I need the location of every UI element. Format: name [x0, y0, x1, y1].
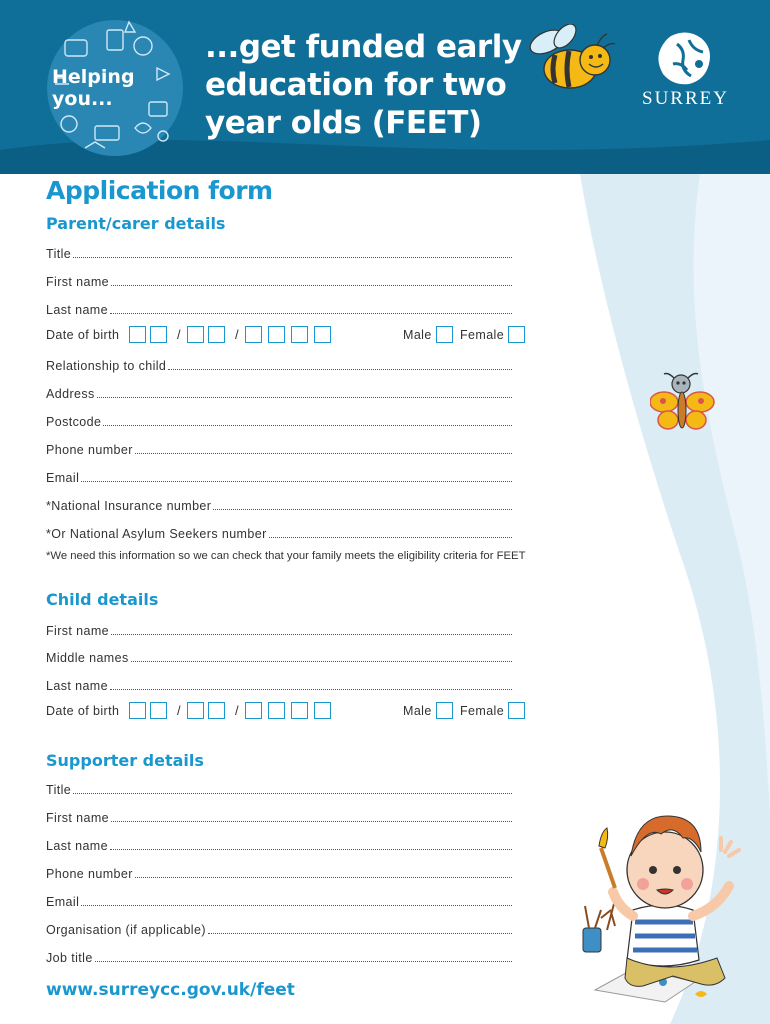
- relationship-line[interactable]: [168, 368, 512, 370]
- footer-website-link[interactable]: www.surreycc.gov.uk/feet: [46, 980, 295, 1000]
- child-female-label: Female: [460, 704, 505, 718]
- parent-dob-year-box-2[interactable]: [268, 326, 285, 343]
- parent-last-name-label: Last name: [46, 303, 108, 317]
- supporter-title-field[interactable]: [46, 779, 512, 797]
- supporter-last-name-line[interactable]: [110, 848, 512, 850]
- relationship-label: Relationship to child: [46, 359, 167, 373]
- child-painting-illustration: [575, 790, 745, 1005]
- supporter-section-heading: Supporter details: [46, 751, 204, 770]
- child-male-checkbox[interactable]: [436, 702, 453, 719]
- parent-female-checkbox[interactable]: [508, 326, 525, 343]
- supporter-phone-label: Phone number: [46, 867, 133, 881]
- parent-phone-line[interactable]: [135, 452, 512, 454]
- child-dob-day-box-1[interactable]: [129, 702, 146, 719]
- supporter-title-label: Title: [46, 783, 72, 797]
- badge-text: [52, 66, 135, 110]
- child-middle-names-label: Middle names: [46, 651, 129, 665]
- supporter-last-name-label: Last name: [46, 839, 108, 853]
- child-dob-year-box-2[interactable]: [268, 702, 285, 719]
- job-title-label: Job title: [46, 951, 93, 965]
- parent-first-name-line[interactable]: [111, 284, 512, 286]
- nass-number-label: *Or National Asylum Seekers number: [46, 527, 267, 541]
- child-dob-year-box-3[interactable]: [291, 702, 308, 719]
- supporter-phone-line[interactable]: [135, 876, 512, 878]
- parent-title-label: Title: [46, 247, 72, 261]
- child-dob-year-box-4[interactable]: [314, 702, 331, 719]
- job-title-line[interactable]: [95, 960, 512, 962]
- supporter-first-name-field[interactable]: [46, 807, 512, 825]
- badge-line-2: you...: [52, 88, 113, 110]
- child-first-name-label: First name: [46, 624, 110, 638]
- child-dob-year-box-1[interactable]: [245, 702, 262, 719]
- child-first-name-line[interactable]: [111, 633, 512, 635]
- supporter-phone-field[interactable]: [46, 863, 512, 881]
- organisation-field[interactable]: [46, 919, 512, 937]
- parent-male-checkbox[interactable]: [436, 326, 453, 343]
- postcode-line[interactable]: [103, 424, 512, 426]
- parent-first-name-field[interactable]: [46, 271, 512, 289]
- parent-dob-label: Date of birth: [46, 328, 120, 342]
- supporter-email-field[interactable]: [46, 891, 512, 909]
- parent-dob-separator-1: /: [177, 327, 182, 342]
- supporter-first-name-label: First name: [46, 811, 110, 825]
- parent-dob-month-box-1[interactable]: [187, 326, 204, 343]
- parent-dob-year-box-3[interactable]: [291, 326, 308, 343]
- parent-title-field[interactable]: [46, 243, 512, 261]
- child-dob-label: Date of birth: [46, 704, 120, 718]
- job-title-field[interactable]: [46, 947, 512, 965]
- parent-dob-day-box-2[interactable]: [150, 326, 167, 343]
- child-dob-separator-2: /: [235, 703, 240, 718]
- parent-last-name-line[interactable]: [110, 312, 512, 314]
- surrey-logo-icon: [655, 30, 717, 86]
- badge-line-1: Helping: [52, 66, 135, 88]
- child-dob-day-box-2[interactable]: [150, 702, 167, 719]
- parent-dob-month-box-2[interactable]: [208, 326, 225, 343]
- page-title: [205, 28, 525, 142]
- parent-email-line[interactable]: [81, 480, 512, 482]
- postcode-field[interactable]: [46, 411, 512, 429]
- parent-dob-year-box-1[interactable]: [245, 326, 262, 343]
- parent-last-name-field[interactable]: [46, 299, 512, 317]
- parent-female-label: Female: [460, 328, 505, 342]
- child-last-name-line[interactable]: [110, 688, 512, 690]
- supporter-email-label: Email: [46, 895, 80, 909]
- parent-dob-row: [46, 326, 536, 346]
- child-dob-row: [46, 702, 536, 722]
- organisation-line[interactable]: [208, 932, 512, 934]
- supporter-title-line[interactable]: [73, 792, 512, 794]
- parent-title-line[interactable]: [73, 256, 512, 258]
- parent-dob-separator-2: /: [235, 327, 240, 342]
- parent-first-name-label: First name: [46, 275, 110, 289]
- supporter-email-line[interactable]: [81, 904, 512, 906]
- organisation-label: Organisation (if applicable): [46, 923, 206, 937]
- child-last-name-label: Last name: [46, 679, 108, 693]
- supporter-last-name-field[interactable]: [46, 835, 512, 853]
- parent-phone-label: Phone number: [46, 443, 133, 457]
- form-title: Application form: [46, 176, 273, 205]
- header-banner: [0, 0, 770, 174]
- child-female-checkbox[interactable]: [508, 702, 525, 719]
- parent-email-field[interactable]: [46, 467, 512, 485]
- child-dob-separator-1: /: [177, 703, 182, 718]
- child-section-heading: Child details: [46, 590, 159, 609]
- nass-number-line[interactable]: [269, 536, 512, 538]
- title-line-3: year olds (FEET): [205, 105, 482, 141]
- ni-number-label: *National Insurance number: [46, 499, 212, 513]
- title-line-1: ...get funded early: [205, 29, 522, 65]
- eligibility-note: *We need this information so we can check that your family meets the eligibility criteria for FEET: [46, 550, 526, 562]
- child-male-label: Male: [403, 704, 432, 718]
- child-last-name-field[interactable]: [46, 675, 512, 693]
- surrey-wordmark: SURREY: [642, 88, 729, 109]
- postcode-label: Postcode: [46, 415, 102, 429]
- parent-male-label: Male: [403, 328, 432, 342]
- parent-dob-day-box-1[interactable]: [129, 326, 146, 343]
- child-first-name-field[interactable]: [46, 620, 512, 638]
- bee-icon: [525, 24, 617, 94]
- butterfly-icon: [650, 370, 716, 438]
- ni-number-field[interactable]: [46, 495, 512, 513]
- address-field[interactable]: [46, 383, 512, 401]
- parent-dob-year-box-4[interactable]: [314, 326, 331, 343]
- address-label: Address: [46, 387, 95, 401]
- address-line[interactable]: [97, 396, 512, 398]
- parent-section-heading: Parent/carer details: [46, 214, 226, 233]
- ni-number-line[interactable]: [213, 508, 512, 510]
- parent-phone-field[interactable]: [46, 439, 512, 457]
- parent-email-label: Email: [46, 471, 80, 485]
- child-dob-month-box-2[interactable]: [208, 702, 225, 719]
- nass-number-field[interactable]: [46, 523, 512, 541]
- title-line-2: education for two: [205, 67, 507, 103]
- supporter-first-name-line[interactable]: [111, 820, 512, 822]
- child-middle-names-field[interactable]: [46, 647, 512, 665]
- child-middle-names-line[interactable]: [131, 660, 512, 662]
- child-dob-month-box-1[interactable]: [187, 702, 204, 719]
- relationship-field[interactable]: [46, 355, 512, 373]
